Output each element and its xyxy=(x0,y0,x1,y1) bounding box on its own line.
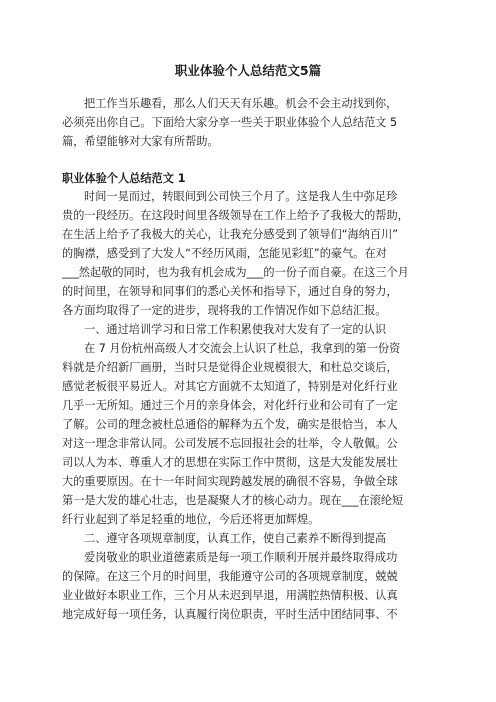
section-heading: 职业体验个人总结范文 1 xyxy=(62,172,186,185)
body-line: 纤行业起到了举足轻重的地位，今后还将更加辉煌。 xyxy=(62,513,320,526)
body-line: 了解。公司的理念被杜总通俗的解释为五个发，确实是很恰当，本人 xyxy=(62,418,398,431)
body-line: ___然起敬的同时，也为我有机会成为___的一份子而自豪。在这三个月 xyxy=(62,266,409,279)
body-line: 爱岗敬业的职业道德素质是每一项工作顺利开展并最终取得成功 xyxy=(84,551,398,564)
document-title: 职业体验个人总结范文5篇 xyxy=(174,63,322,78)
body-line: 各方面均取得了一定的进步，现将我的工作情况作如下总结汇报。 xyxy=(62,304,387,317)
body-line: 时间一晃而过，转眼间到公司快三个月了。这是我人生中弥足珍 xyxy=(84,190,398,203)
body-line: 在 7 月份杭州高级人才交流会上认识了杜总，我拿到的第一份资 xyxy=(84,342,401,355)
body-line: 大的重要原因。在十一年时间实现跨越发展的确很不容易，争做全球 xyxy=(62,475,398,488)
body-line: 在生活上给予了我极大的关心，让我充分感受到了领导们“海纳百川” xyxy=(62,228,399,241)
body-line: 的时间里，在领导和同事们的悉心关怀和指导下，通过自身的努力， xyxy=(62,285,398,298)
intro-line: 必须亮出你自己。下面给大家分享一些关于职业体验个人总结范文 5 xyxy=(62,116,398,129)
intro-line: 把工作当乐趣看，那么人们天天有乐趣。机会不会主动找到你， xyxy=(84,97,398,110)
body-line: 几乎一无所知。通过三个月的亲身体会，对化纤行业和公司有了一定 xyxy=(62,399,398,412)
body-line: 料就是介绍新厂画册，当时只是觉得企业规模很大，和杜总交谈后， xyxy=(62,361,398,374)
intro-line: 篇，希望能够对大家有所帮助。 xyxy=(62,135,219,148)
body-line: 感觉老板很平易近人。对其它方面就不太知道了，特别是对化纤行业 xyxy=(62,380,398,393)
body-line: 对这一理念非常认同。公司发展不忘回报社会的壮举，令人敬佩。公 xyxy=(62,437,398,450)
body-line: 业业做好本职业工作，三个月从未迟到早退，用满腔热情积极、认真 xyxy=(62,589,398,602)
body-line: 司以人为本、尊重人才的思想在实际工作中贯彻，这是大发能发展壮 xyxy=(62,456,398,469)
body-line: 地完成好每一项任务，认真履行岗位职责，平时生活中团结同事、不 xyxy=(62,608,398,621)
body-line: 的胸襟，感受到了大发人“不经历风雨，怎能见彩虹”的豪气。在对 xyxy=(62,247,387,260)
body-line: 贵的一段经历。在这段时间里各级领导在工作上给予了我极大的帮助， xyxy=(62,209,409,222)
subheading-line: 一、通过培训学习和日常工作积累使我对大发有了一定的认识 xyxy=(84,323,387,336)
body-line: 第一是大发的雄心壮志，也是凝聚人才的核心动力。现在___在滚纶短 xyxy=(62,494,404,507)
body-line: 的保障。在这三个月的时间里，我能遵守公司的各项规章制度，兢兢 xyxy=(62,570,398,583)
subheading-line: 二、遵守各项规章制度，认真工作，使自己素养不断得到提高 xyxy=(84,532,387,545)
